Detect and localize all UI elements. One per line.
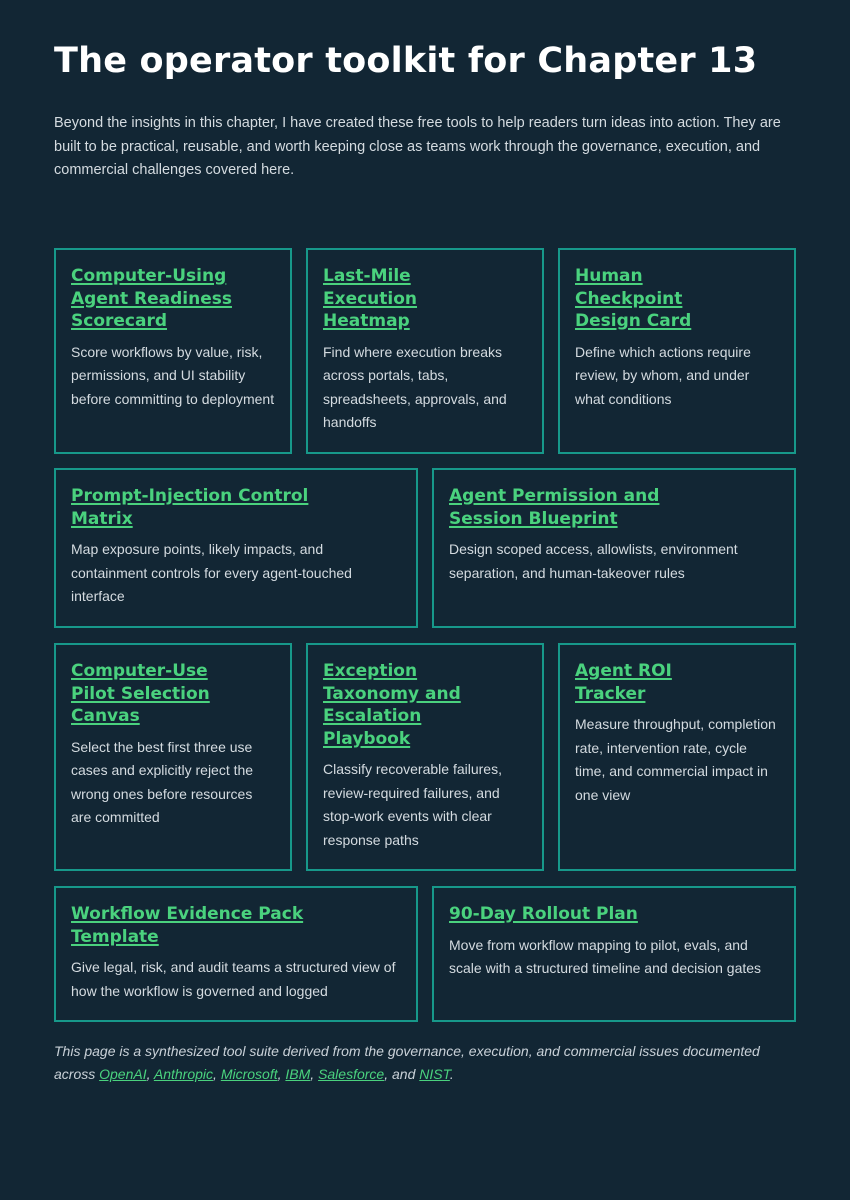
source-link-nist[interactable]: NIST — [419, 1065, 450, 1082]
tool-description: Find where execution breaks across portals, tabs, spreadsheets, approvals, and handoffs — [323, 343, 507, 430]
footnote-and: , and — [384, 1065, 420, 1082]
tool-link[interactable]: Computer-Using Agent Readiness Scorecard — [71, 266, 232, 331]
tool-card — [306, 248, 544, 454]
footnote-prefix: This page is a synthesized tool suite derived from the governance, execution, and commercial issues documented across — [54, 1043, 760, 1082]
tool-card — [306, 643, 544, 871]
tool-description: Score workflows by value, risk, permissions, and UI stability before committing to deployment — [71, 343, 275, 407]
source-link-ibm[interactable]: IBM — [285, 1065, 311, 1082]
tool-link[interactable]: Workflow Evidence Pack Template — [71, 904, 304, 947]
tool-description: Measure throughput, completion rate, intervention rate, cycle time, and commercial impact in one view — [575, 716, 776, 803]
tool-description: Classify recoverable failures, review-required failures, and stop-work events with clear response paths — [323, 761, 502, 848]
tool-description: Map exposure points, likely impacts, and containment controls for every agent-touched interface — [71, 541, 352, 604]
tool-link[interactable]: Agent ROI Tracker — [575, 661, 672, 704]
source-link-salesforce[interactable]: Salesforce — [318, 1065, 385, 1082]
tool-link[interactable]: Agent Permission and Session Blueprint — [449, 486, 660, 529]
source-link-microsoft[interactable]: Microsoft — [220, 1065, 278, 1082]
source-link-anthropic[interactable]: Anthropic — [153, 1065, 214, 1082]
tool-link[interactable]: Exception Taxonomy and Escalation Playbook — [323, 661, 461, 749]
tool-card — [432, 886, 796, 1022]
tool-card — [558, 248, 796, 454]
tool-description: Give legal, risk, and audit teams a structured view of how the workflow is governed and logged — [71, 959, 396, 999]
tool-link[interactable]: Last-Mile Execution Heatmap — [323, 266, 418, 331]
tool-description: Move from workflow mapping to pilot, evals, and scale with a structured timeline and decision gates — [449, 936, 762, 976]
tool-card — [54, 643, 292, 871]
tool-description: Select the best first three use cases and explicitly reject the wrong ones before resources are committed — [71, 738, 254, 825]
source-link-openai[interactable]: OpenAI — [99, 1065, 147, 1082]
tool-description: Define which actions require review, by whom, and under what conditions — [575, 343, 751, 407]
footnote-separator: , — [213, 1065, 221, 1082]
tool-link[interactable]: Computer-Use Pilot Selection Canvas — [71, 661, 210, 726]
footnote-separator: , — [277, 1065, 286, 1082]
tool-description: Design scoped access, allowlists, environment separation, and human-takeover rules — [449, 541, 738, 581]
tool-card — [54, 468, 418, 628]
page-title: The operator toolkit for Chapter 13 — [54, 41, 758, 81]
tool-card — [558, 643, 796, 871]
footnote — [54, 1040, 794, 1085]
intro-paragraph: Beyond the insights in this chapter, I have created these free tools to help readers turn ideas into action. They are built to be practical, reusable, and worth keeping close as teams work through the governance, execution, and commercial challenges covered here. — [54, 115, 781, 178]
tool-link[interactable]: 90-Day Rollout Plan — [449, 904, 638, 924]
tool-card — [54, 248, 292, 454]
tool-card — [432, 468, 796, 628]
tool-link[interactable]: Human Checkpoint Design Card — [575, 266, 692, 331]
footnote-separator: , — [310, 1065, 319, 1082]
footnote-separator: , — [146, 1065, 154, 1082]
footnote-suffix: . — [449, 1065, 454, 1082]
tool-card — [54, 886, 418, 1022]
tool-link[interactable]: Prompt-Injection Control Matrix — [71, 486, 309, 529]
